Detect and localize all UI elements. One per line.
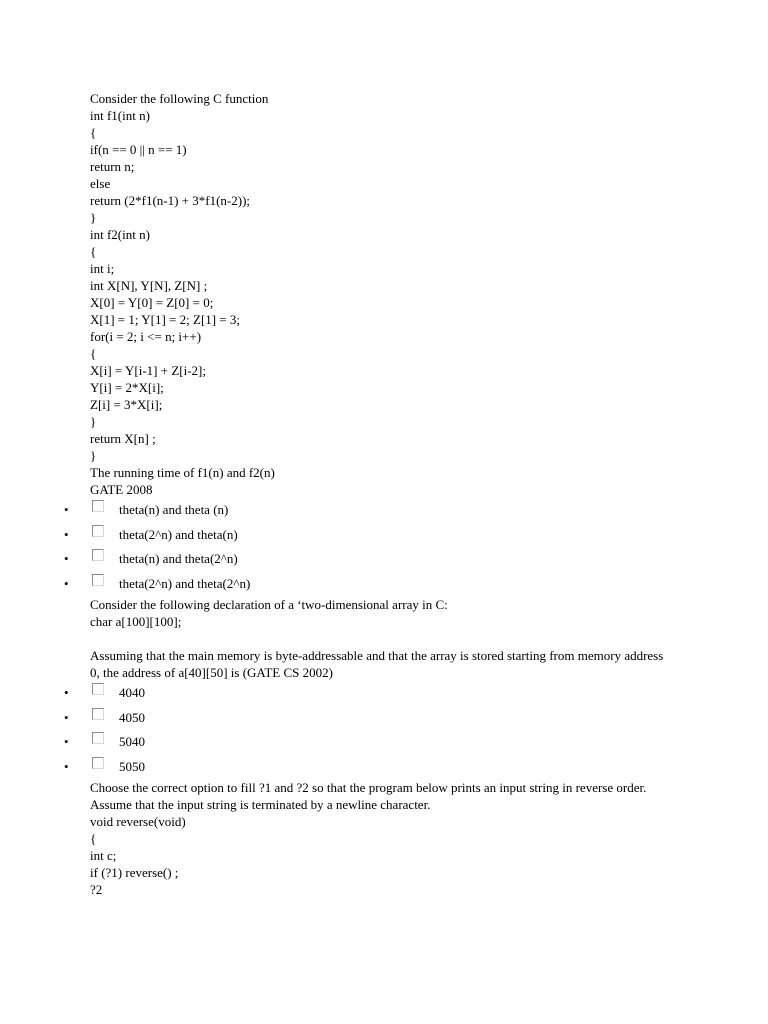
bullet-icon: • [64,551,69,566]
checkbox-option-4[interactable] [92,757,104,769]
option-item[interactable] [64,523,690,548]
question-1 [64,90,690,596]
code-line: int i; [90,261,115,276]
checkbox-option-3[interactable] [92,732,104,744]
checkbox-option-2[interactable] [92,525,104,537]
code-line: Z[i] = 3*X[i]; [90,397,163,412]
code-line: return (2*f1(n-1) + 3*f1(n-2)); [90,193,251,208]
code-line: for(i = 2; i <= n; i++) [90,329,202,344]
code-line: } [90,414,97,429]
code-line: else [90,176,111,191]
code-line: X[0] = Y[0] = Z[0] = 0; [90,295,214,310]
question-paragraph: Choose the correct option to fill ?1 and ?2 so that the program below prints an input string in reverse order. Assume that the input string is terminated by a newline character. [90,780,647,812]
option-item[interactable] [64,547,690,572]
code-line: { [90,831,97,846]
option-item[interactable] [64,755,690,780]
code-line: if (?1) reverse() ; [90,865,179,880]
code-line: int f1(int n) [90,108,150,123]
code-line: { [90,346,97,361]
code-line: { [90,244,97,259]
spacer [90,630,690,647]
option-item[interactable] [64,706,690,731]
checkbox-option-2[interactable] [92,708,104,720]
bullet-icon: • [64,709,69,725]
option-item[interactable] [64,498,690,523]
checkbox-option-1[interactable] [92,500,104,512]
code-line: X[1] = 1; Y[1] = 2; Z[1] = 3; [90,312,241,327]
code-line: } [90,448,97,463]
code-line: X[i] = Y[i-1] + Z[i-2]; [90,363,206,378]
checkbox-option-1[interactable] [92,683,104,695]
bullet-icon: • [64,575,69,591]
checkbox-option-3[interactable] [92,549,104,561]
code-line: if(n == 0 || n == 1) [90,142,187,157]
question-text-line: The running time of f1(n) and f2(n) [90,465,275,480]
option-label: 4040 [119,685,145,700]
option-label: theta(n) and theta (n) [119,502,229,517]
option-label: theta(2^n) and theta(n) [119,526,238,542]
option-item[interactable] [64,681,690,706]
checkbox-option-4[interactable] [92,574,104,586]
code-line: Y[i] = 2*X[i]; [90,380,164,395]
code-line: { [90,125,97,140]
code-line: char a[100][100]; [90,614,182,629]
option-label: 4050 [119,709,145,725]
code-line: ?2 [90,882,103,897]
code-line: int f2(int n) [90,227,150,242]
bullet-icon: • [64,734,69,749]
option-label: theta(n) and theta(2^n) [119,551,238,566]
question-text-line: Consider the following C function [90,91,269,106]
question-3 [90,779,690,898]
code-line: return n; [90,159,135,174]
option-item[interactable] [64,730,690,755]
code-line: return X[n] ; [90,431,156,446]
bullet-icon: • [64,685,69,700]
question-text-line: Consider the following declaration of a ‘two-dimensional array in C: [90,597,448,612]
code-line: void reverse(void) [90,814,186,829]
code-line: int c; [90,848,117,863]
bullet-icon: • [64,502,69,517]
bullet-icon: • [64,758,69,774]
option-label: 5040 [119,734,145,749]
option-label: theta(2^n) and theta(2^n) [119,575,251,591]
question-2 [64,596,690,779]
bullet-icon: • [64,526,69,542]
question-source: GATE 2008 [90,482,153,497]
code-line: } [90,210,97,225]
question-paragraph: Assuming that the main memory is byte-addressable and that the array is stored starting from memory address 0, the address of a[40][50] is (GATE CS 2002) [90,648,664,680]
option-item[interactable] [64,572,690,597]
document-content [64,90,690,898]
code-line: int X[N], Y[N], Z[N] ; [90,278,208,293]
option-label: 5050 [119,758,145,774]
